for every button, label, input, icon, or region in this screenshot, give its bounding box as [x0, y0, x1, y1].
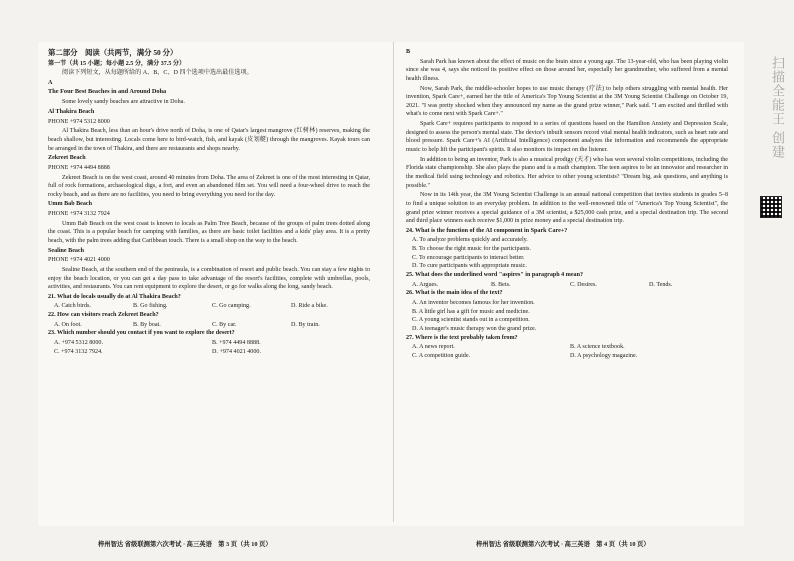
option-b: B. Go fishing. — [133, 303, 168, 310]
paragraph: In addition to being an inventor, Park is also a musical prodigy (天才) who has won several violin competitions, including the Florida state championship. She also plays the piano and is a math champion. The teen aspires to be an innovator and researcher in the medical field using technology and robotics. Her advice to other young scientists? "Dream big, ask questions, and anything is possible." — [406, 156, 728, 189]
paragraph: Sarah Park has known about the effect of music on the brain since a young age. The 13-year-old, who has been playing violin since she was 4, says she noticed its positive effect on those around her, especially her grandmother, who suffered from a mental health illness. — [406, 58, 728, 82]
option-a: A. Argues. — [412, 281, 439, 288]
beach-phone: PHONE +974 5312 8000 — [48, 118, 110, 125]
passage-letter-a: A — [48, 79, 53, 86]
option-a: A. On foot. — [54, 321, 82, 328]
question-stem: 21. What do locals usually do at Al Thakira Beach? — [48, 293, 181, 300]
option-c: C. A competition guide. — [412, 352, 471, 359]
exam-sheet — [38, 42, 744, 548]
beach-phone: PHONE +974 3132 7924 — [48, 211, 110, 218]
option-b: B. To choose the right music for the participants. — [412, 246, 531, 253]
question-stem: 23. Which number should you contact if you want to explore the desert? — [48, 330, 235, 337]
question-25 — [406, 271, 728, 289]
question-23 — [48, 329, 370, 356]
option-c: C. +974 3132 7924. — [54, 348, 103, 355]
question-stem: 26. What is the main idea of the text? — [406, 290, 503, 297]
paragraph: Now in its 14th year, the 3M Young Scientist Challenge is an annual national competition that invites students in grades 5–8 to find a unique solution to an everyday problem. In addition to the well-renowned title of "America's Top Young Scientist", the grand prize winner receives a special guidance of a 3M scientist, a $25,000 cash prize, and a special destination trip. The second and third place winners each receive $1,000 in prize money and a special destination trip. — [406, 192, 728, 225]
option-a: A. A news report. — [412, 344, 455, 351]
beach-phone: PHONE +974 4021 4000 — [48, 257, 110, 264]
beach-name: Umm Bab Beach — [48, 201, 93, 208]
option-c: C. To encourage participants to interact better. — [412, 254, 525, 261]
passage-letter-b: B — [406, 49, 411, 55]
option-c: C. Desires. — [570, 281, 597, 288]
beach-block — [48, 200, 370, 245]
question-stem: 25. What does the underlined word "aspires" in paragraph 4 mean? — [406, 272, 584, 279]
page-divider — [393, 42, 394, 522]
option-b: B. A little girl has a gift for music and medicine. — [412, 308, 530, 315]
beach-text: Sealine Beach, at the southern end of the peninsula, is a combination of resort and public beach. You can stay a few nights to enjoy the beach location, or you can get a day pass to take advantage of the resort's facilities, complete with umbrellas, pools, activities, and restaurants. You can rent equipment to explore the desert, or go for walks along the long, sandy beach. — [48, 266, 370, 291]
beach-phone: PHONE +974 4494 8888 — [48, 164, 110, 171]
option-d: D. By train. — [291, 321, 320, 328]
beach-text: Zekreet Beach is on the west coast, around 40 minutes from Doha. The area of Zekreet is one of the most interesting in Qatar, full of rock formations, archaeological digs, a fort, and even an abandoned film set. You will need a four-wheel drive to reach the rocky beach, and as there are no facilities, you need to bring everything you need for the day. — [48, 174, 370, 198]
intro-text: Some lovely sandy beaches are attractive in Doha. — [62, 99, 185, 106]
passage-title: The Four Best Beaches in and Around Doha — [48, 88, 167, 96]
beach-name: Sealine Beach — [48, 247, 85, 254]
option-a: A. To analyze problems quickly and accurately. — [412, 237, 528, 244]
option-d: D. +974 4021 4000. — [212, 348, 261, 355]
option-a: A. Catch birds. — [54, 303, 91, 310]
option-b: B. By boat. — [133, 321, 161, 328]
section-header: 第一节（共 15 小题；每小题 2.5 分，满分 37.5 分） — [48, 60, 186, 67]
option-b: B. +974 4494 8888. — [212, 340, 261, 347]
option-b: B. Bets. — [491, 281, 511, 288]
question-stem: 27. Where is the text probably taken from? — [406, 334, 518, 341]
paragraph: Spark Care+ requires participants to respond to a series of questions based on the Hamilton Anxiety and Depression Scale, designed to assess the person's mental state. The device's inbuilt sensors record vital mental health indicators, such as heart rate and blood pressure. Spark Care+'s AI (Artificial Intelligence) component analyzes the information and recommends the appropriate music to help lift the participant's spirits. It also monitors its impact on the listener. — [406, 121, 728, 154]
footer-left: 梓州智达 省级联测第六次考试 · 高三英语 第 3 页（共 10 页） — [98, 541, 272, 548]
question-21 — [48, 293, 370, 311]
option-d: D. A teenager's music therapy won the grand prize. — [412, 325, 537, 332]
beach-block — [48, 247, 370, 292]
question-22 — [48, 311, 370, 329]
beach-name: Zekreet Beach — [48, 155, 86, 162]
option-b: B. A science textbook. — [570, 344, 625, 351]
option-a: A. An inventor becomes famous for her invention. — [412, 299, 535, 306]
footer-right: 梓州智达 省级联测第六次考试 · 高三英语 第 4 页（共 10 页） — [476, 541, 650, 548]
option-d: D. A psychology magazine. — [570, 352, 638, 359]
instruction: 阅读下列短文，从每题所给的 A、B、C、D 四个选项中选出最佳选项。 — [62, 70, 253, 77]
question-stem: 22. How can visitors reach Zekreet Beach? — [48, 312, 159, 319]
option-d: D. Ride a bike. — [291, 303, 328, 310]
question-26 — [406, 289, 728, 333]
beach-text: Umm Bab Beach on the west coast is known to locals as Palm Tree Beach, because of the groups of palm trees dotted along the coast. This is a popular beach for camping with families, as there are basic toilet facilities and a kids' play area. It is a pretty beach, with the palm trees adding that Caribbean touch. There is a small shop on the way to the beach. — [48, 220, 370, 244]
question-stem: 24. What is the function of the AI component in Spark Care+? — [406, 227, 568, 234]
part-header: 第二部分 阅读（共两节，满分 50 分） — [48, 48, 178, 57]
option-c: C. By car. — [212, 321, 237, 328]
left-page — [48, 48, 370, 356]
right-page — [406, 48, 728, 360]
question-24 — [406, 227, 728, 271]
option-c: C. Go camping. — [212, 303, 251, 310]
beach-text: Al Thakira Beach, less than an hour's drive north of Doha, is one of Qatar's largest mangrove (红树林) reserves, making the beach shallow, but interesting. Locals come here to bird-watch, fish, and kayak (皮划艇) through the mangroves. Kayak tours can be arranged in the town of Thakira, and there are restaurants and shops nearby. — [48, 128, 370, 152]
option-a: A. +974 5312 8000. — [54, 340, 103, 347]
beach-block — [48, 154, 370, 199]
option-d: D. To cure participants with appropriate music. — [412, 263, 527, 270]
beach-block — [48, 108, 370, 153]
beach-name: Al Thakira Beach — [48, 109, 95, 116]
qr-code-icon — [760, 196, 782, 218]
paragraph: Now, Sarah Park, the middle-schooler hopes to use music therapy (疗法) to help others struggling with mental health. Her invention, Spark Care+, earned her the title of America's Top Young Scientist at the 3M Young Scientist Challenge on October 19, 2021. "I was pretty shocked when they announced my name as the grand prize winner," Park said. "I am excited and thrilled with what's to come next with Spark Care+." — [406, 85, 728, 118]
question-27 — [406, 334, 728, 361]
option-c: C. A young scientist stands out in a competition. — [412, 317, 530, 324]
option-d: D. Tends. — [649, 281, 673, 288]
scanner-watermark: 扫描全能王 创建 — [769, 56, 784, 160]
